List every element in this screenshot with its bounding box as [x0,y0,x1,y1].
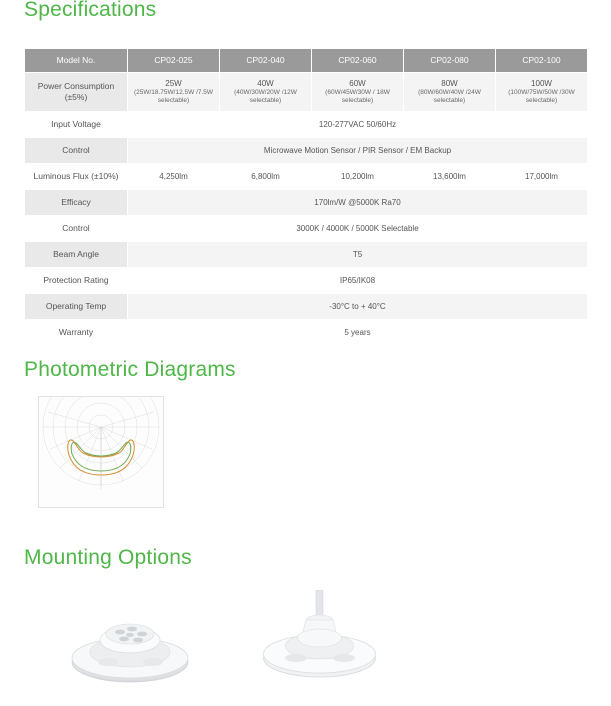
row-value: 60W (60W/45W/30W / 18W selectable) [312,73,404,112]
row-value: 10,200lm [312,164,404,190]
row-label: Beam Angle [25,242,128,268]
row-value: 40W (40W/30W/20W /12W selectable) [220,73,312,112]
header-cell: CP02-025 [128,49,220,73]
table-row [25,268,588,294]
specifications-table [24,48,588,346]
row-value: 4,250lm [128,164,220,190]
row-value: Microwave Motion Sensor / PIR Sensor / EM Backup [128,138,588,164]
table-row [25,73,588,112]
row-value: T5 [128,242,588,268]
row-value: 170lm/W @5000K Ra70 [128,190,588,216]
table-row [25,242,588,268]
row-value: 17,000lm [496,164,588,190]
row-label: Protection Rating [25,268,128,294]
table-header-row [25,49,588,73]
row-label: Input Voltage [25,112,128,138]
table-row [25,138,588,164]
header-cell: CP02-040 [220,49,312,73]
row-value: 6,800lm [220,164,312,190]
header-cell: Model No. [25,49,128,73]
table-row [25,294,588,320]
header-cell: CP02-100 [496,49,588,73]
row-value: 80W (80W/60W/40W /24W selectable) [404,73,496,112]
table-row [25,112,588,138]
row-value: -30°C to + 40°C [128,294,588,320]
row-label: Efficacy [25,190,128,216]
row-value: 100W (100W/75W/50W /30W selectable) [496,73,588,112]
mounting-image-pendant [240,590,400,690]
mounting-images [30,590,430,690]
mounting-image-surface [50,590,210,690]
mounting-heading: Mounting Options [24,546,192,569]
row-value: 25W (25W/18.75W/12.5W /7.5W selectable) [128,73,220,112]
row-label: Control [25,138,128,164]
photometric-heading: Photometric Diagrams [24,358,236,381]
row-label: Power Consumption (±5%) [25,73,128,112]
header-cell: CP02-060 [312,49,404,73]
table-row [25,164,588,190]
row-value: IP65/IK08 [128,268,588,294]
row-value: 5 years [128,320,588,346]
row-label: Warranty [25,320,128,346]
polar-photometric-chart [39,397,163,507]
photometric-diagram [38,396,164,508]
row-value: 13,600lm [404,164,496,190]
row-label: Luminous Flux (±10%) [25,164,128,190]
row-value: 3000K / 4000K / 5000K Selectable [128,216,588,242]
table-row [25,190,588,216]
row-label: Operating Temp [25,294,128,320]
table-row [25,320,588,346]
table-row [25,216,588,242]
header-cell: CP02-080 [404,49,496,73]
row-value: 120-277VAC 50/60Hz [128,112,588,138]
row-label: Control [25,216,128,242]
specifications-heading: Specifications [24,0,157,21]
